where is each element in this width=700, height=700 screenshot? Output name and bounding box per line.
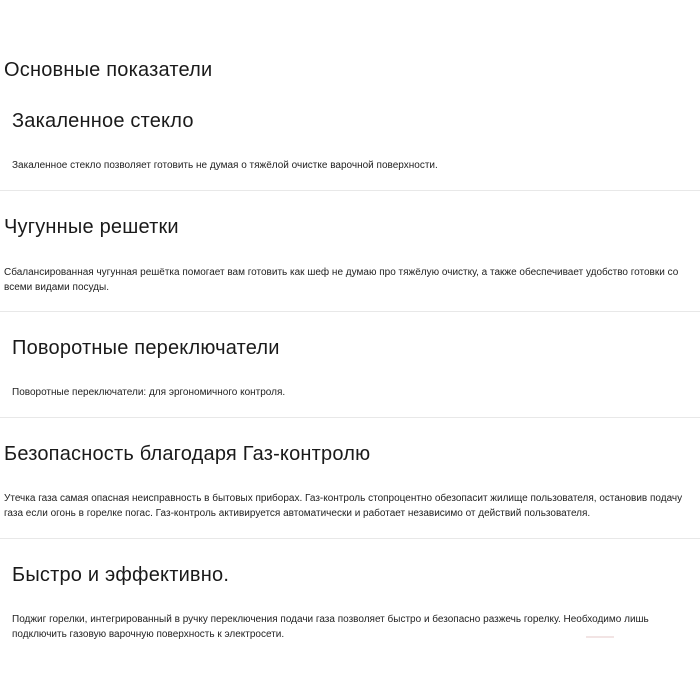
feature-description: Сбалансированная чугунная решётка помогает вам готовить как шеф не думаю про тяжёлую очистку, а также обеспечивает удобство готовки со всеми видами посуды. <box>4 267 679 293</box>
section-divider <box>0 417 700 418</box>
feature-title: Закаленное стекло <box>12 110 194 132</box>
page-title: Основные показатели <box>4 59 213 81</box>
section-divider <box>0 311 700 312</box>
feature-title: Безопасность благодаря Газ-контролю <box>4 443 371 465</box>
feature-title: Чугунные решетки <box>4 216 179 238</box>
section-divider <box>0 190 700 191</box>
feature-title: Поворотные переключатели <box>12 337 280 359</box>
feature-description: Утечка газа самая опасная неисправность в бытовых приборах. Газ-контроль стопроцентно обезопасит жилище пользователя, остановив подачу газа если огонь в горелке погас. Газ-контроль активируется автоматически и работает независимо от действий пользователя. <box>4 493 683 519</box>
feature-description: Поворотные переключатели: для эргономичного контроля. <box>12 387 286 398</box>
decorative-mark <box>586 636 614 638</box>
section-divider <box>0 538 700 539</box>
feature-title: Быстро и эффективно. <box>12 564 230 586</box>
feature-description: Поджиг горелки, интегрированный в ручку переключения подачи газа позволяет быстро и безопасно разжечь горелку. Необходимо лишь подключить газовую варочную поверхность к электросети. <box>12 614 649 640</box>
feature-description: Закаленное стекло позволяет готовить не думая о тяжёлой очистке варочной поверхности. <box>12 160 438 171</box>
